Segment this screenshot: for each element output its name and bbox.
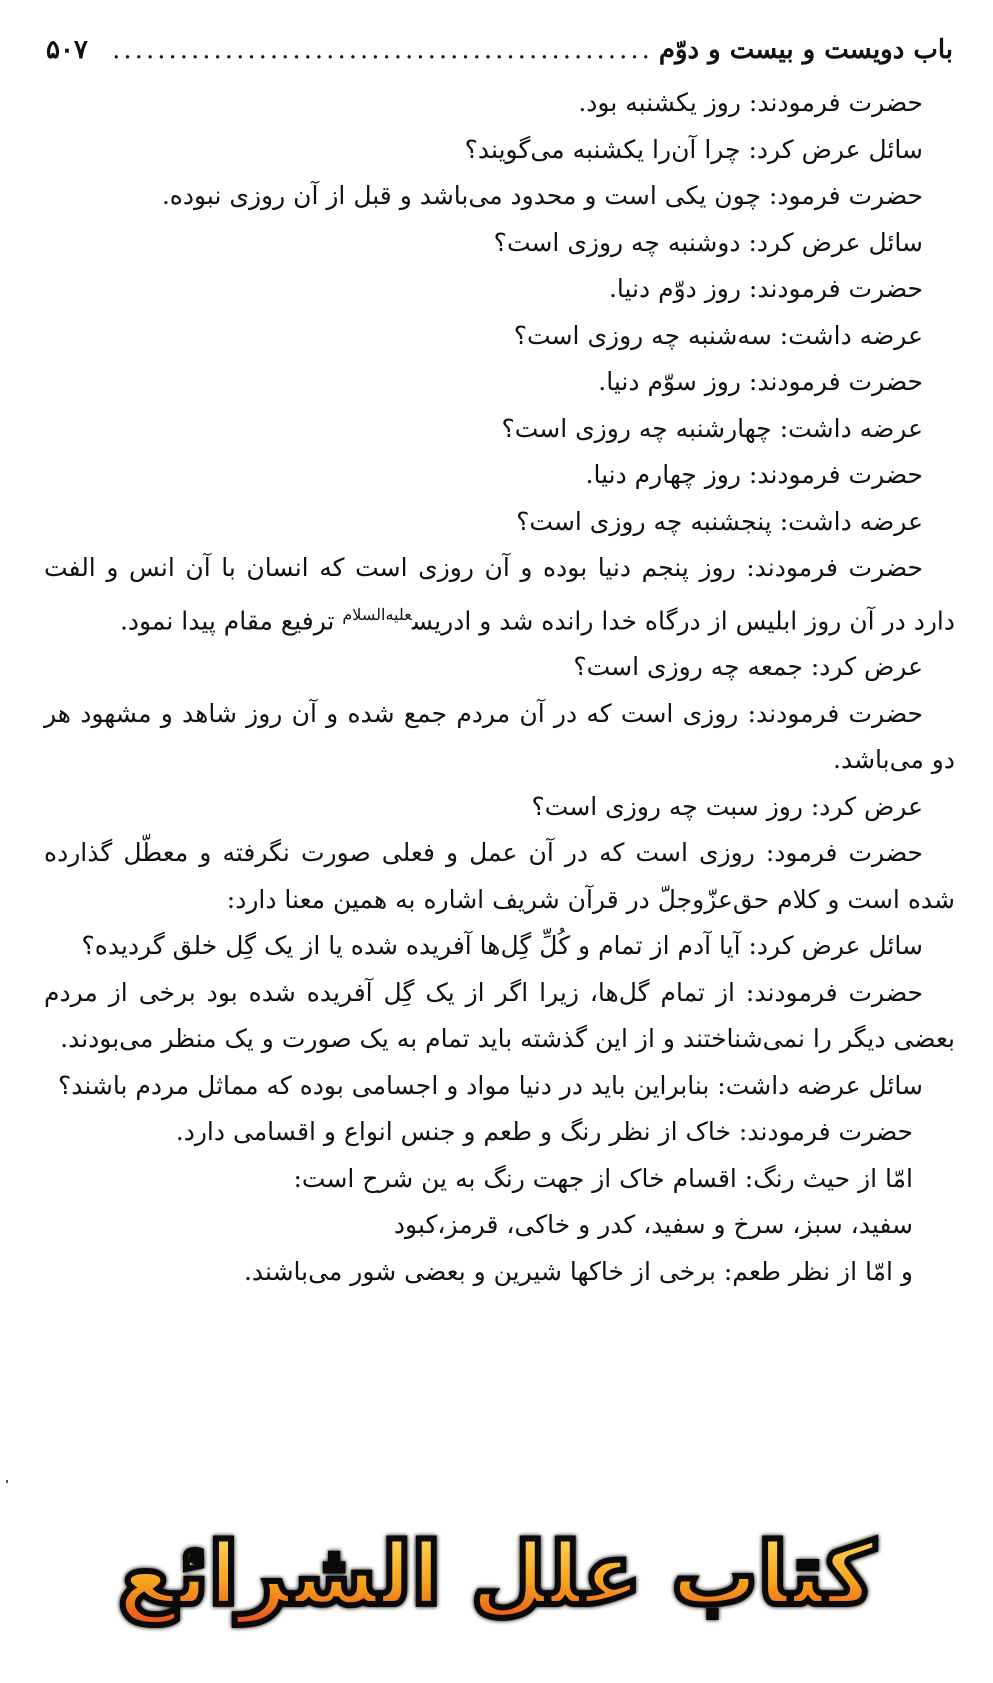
paragraph: حضرت فرمود: چون یکی است و محدود می‌باشد و قبل از آن روزی نبوده.	[161, 181, 923, 210]
idris-text: حضرت فرمودند: روز پنجم دنیا بوده و آن روزی است که انسان با آن انس و الفت دارد در آن روز ابلیس از درگاه خدا رانده شد و ادریس	[44, 553, 955, 635]
running-head	[46, 30, 953, 70]
paragraph: حضرت فرمودند: روز چهارم دنیا.	[585, 460, 923, 489]
paragraph: سائل عرض کرد: آیا آدم از تمام و کُلِّ گِل‌ها آفریده شده یا از یک گِل خلق گردیده؟	[81, 931, 923, 961]
chapter-title: باب دویست و بیست و دوّم	[658, 35, 953, 65]
body-text	[44, 80, 955, 1295]
idris-text-end: ترفیع مقام پیدا نمود.	[119, 605, 343, 635]
paragraph: امّا از حیث رنگ: اقسام خاک از جهت رنگ به ین شرح است:	[293, 1163, 913, 1193]
honorific-glyph: علیه‌السلام	[342, 604, 412, 624]
paragraph: عرضه داشت: پنجشنبه چه روزی است؟	[516, 506, 923, 536]
paragraph: حضرت فرمودند: روز دوّم دنیا.	[608, 274, 923, 303]
paragraph: عرض کرد: روز سبت چه روزی است؟	[531, 791, 923, 821]
paragraph: عرضه داشت: سه‌شنبه چه روزی است؟	[513, 320, 923, 350]
paragraph: سائل عرضه داشت: بنابراین باید در دنیا مواد و اجسامی بوده که مماثل مردم باشند؟	[58, 1070, 923, 1100]
paragraph: حضرت فرمودند: روز یکشنبه بود.	[578, 88, 923, 117]
paragraph: سائل عرض کرد: چرا آن‌را یکشنبه می‌گویند؟	[464, 134, 923, 164]
book-title-banner	[0, 1520, 993, 1630]
paragraph: حضرت فرمودند: خاک از نظر رنگ و طعم و جنس انواع و اقسامی دارد.	[175, 1117, 913, 1147]
paragraph: حضرت فرمودند: روز سوّم دنیا.	[598, 367, 923, 396]
paragraph: حضرت فرمودند: روزی است که در آن مردم جمع شده و آن روز شاهد و مشهود هر دو می‌باشد.	[44, 698, 955, 775]
paragraph-idris	[44, 545, 955, 644]
paragraph: حضرت فرمود: روزی است که در آن عمل و فعلی صورت نگرفته و معطّل گذارده شده است و کلام حق‌عزّوجلّ در قرآن شریف اشاره به همین معنا دارد:	[44, 838, 955, 914]
paragraph: عرضه داشت: چهارشنبه چه روزی است؟	[501, 413, 923, 443]
paragraph: عرض کرد: جمعه چه روزی است؟	[573, 652, 923, 682]
paragraph: حضرت فرمودند: از تمام گل‌ها، زیرا اگر از یک گِل آفریده شده بود برخی از مردم بعضی دیگر را نمی‌شناختند و از این گذشته باید تمام به یک صورت و یک منظر می‌بودند.	[44, 977, 955, 1054]
paragraph: سفید، سبز، سرخ و سفید، کدر و خاکی، قرمز،کبود	[393, 1210, 913, 1240]
paragraph: سائل عرض کرد: دوشنبه چه روزی است؟	[493, 227, 923, 257]
speck	[6, 1480, 8, 1483]
banner-title: کتاب علل الشرائع	[118, 1520, 876, 1630]
paragraph: و امّا از نظر طعم: برخی از خاکها شیرین و بعضی شور می‌باشند.	[243, 1256, 913, 1286]
page-number: ۵۰۷	[46, 35, 88, 65]
dot-leader: ................................................	[112, 35, 653, 65]
